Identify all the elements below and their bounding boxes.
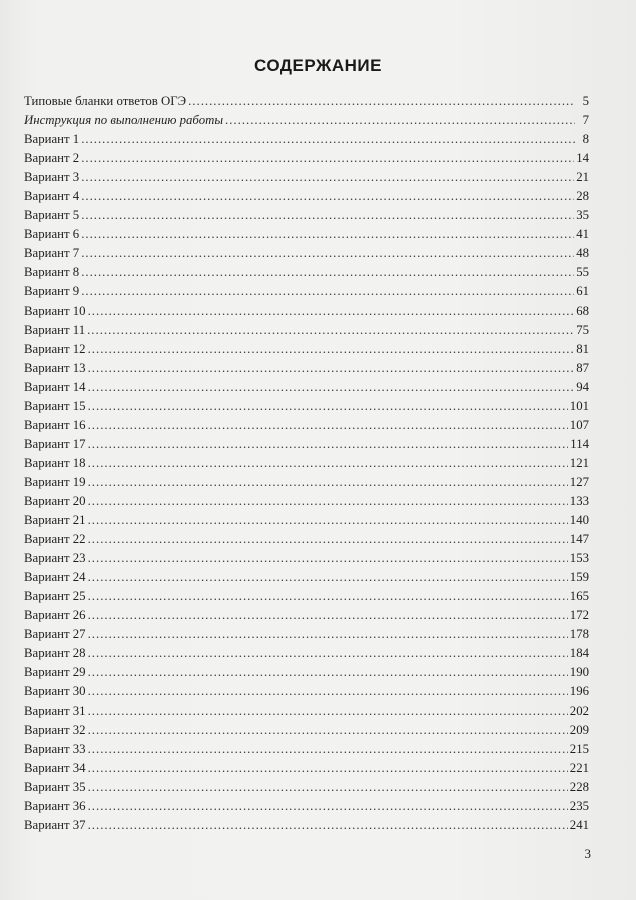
dot-leader xyxy=(88,587,568,606)
toc-entry-label: Вариант 3 xyxy=(24,170,80,185)
toc-entry-page: 101 xyxy=(569,398,589,413)
toc-entry-page: 127 xyxy=(569,474,589,489)
toc-entry-label: Вариант 19 xyxy=(24,474,86,489)
dot-leader xyxy=(88,702,568,721)
toc-entry-page: 184 xyxy=(569,646,589,661)
dot-leader xyxy=(88,778,568,797)
toc-entry-label: Вариант 10 xyxy=(24,303,86,318)
toc-entry-page: 178 xyxy=(569,627,589,642)
toc-entry-page: 140 xyxy=(569,513,589,528)
toc-entry xyxy=(24,587,589,606)
table-of-contents xyxy=(24,92,589,835)
dot-leader xyxy=(81,168,574,187)
dot-leader xyxy=(88,797,568,816)
toc-entry-label: Вариант 14 xyxy=(24,379,86,394)
toc-entry-label: Вариант 12 xyxy=(24,341,86,356)
toc-entry-page: 202 xyxy=(569,703,589,718)
toc-entry-label: Вариант 33 xyxy=(24,741,86,756)
page-number: 3 xyxy=(584,846,591,861)
toc-entry xyxy=(24,435,589,454)
toc-entry xyxy=(24,797,589,816)
toc-entry-label: Вариант 20 xyxy=(24,493,86,508)
toc-entry-label: Вариант 18 xyxy=(24,455,86,470)
toc-entry-page: 8 xyxy=(582,132,589,147)
toc-entry xyxy=(24,92,589,111)
toc-entry-label: Вариант 31 xyxy=(24,703,86,718)
toc-entry xyxy=(24,644,589,663)
toc-entry-page: 196 xyxy=(569,684,589,699)
dot-leader xyxy=(81,206,574,225)
toc-entry-label: Вариант 37 xyxy=(24,817,86,832)
toc-entry xyxy=(24,187,589,206)
toc-entry xyxy=(24,816,589,835)
toc-entry-page: 221 xyxy=(569,760,589,775)
toc-entry-label: Вариант 28 xyxy=(24,646,86,661)
toc-entry-page: 94 xyxy=(576,379,589,394)
toc-entry-page: 35 xyxy=(576,208,589,223)
dot-leader xyxy=(88,492,568,511)
toc-entry xyxy=(24,568,589,587)
toc-entry-label: Вариант 7 xyxy=(24,246,80,261)
toc-entry-label: Вариант 16 xyxy=(24,417,86,432)
dot-leader xyxy=(88,397,568,416)
toc-entry-page: 7 xyxy=(582,113,589,128)
toc-entry-page: 14 xyxy=(576,151,589,166)
toc-entry xyxy=(24,149,589,168)
toc-entry-page: 107 xyxy=(569,417,589,432)
toc-entry-label: Вариант 11 xyxy=(24,322,86,337)
toc-entry-page: 172 xyxy=(569,608,589,623)
toc-entry xyxy=(24,778,589,797)
toc-entry-page: 87 xyxy=(576,360,589,375)
toc-entry-label: Вариант 36 xyxy=(24,798,86,813)
dot-leader xyxy=(88,378,575,397)
toc-entry-label: Вариант 2 xyxy=(24,151,80,166)
toc-entry-page: 235 xyxy=(569,798,589,813)
toc-entry-label: Типовые бланки ответов ОГЭ xyxy=(24,94,187,108)
toc-entry-label: Вариант 24 xyxy=(24,570,86,585)
toc-entry xyxy=(24,759,589,778)
toc-entry-page: 147 xyxy=(569,532,589,547)
toc-entry xyxy=(24,416,589,435)
dot-leader xyxy=(88,549,568,568)
toc-entry xyxy=(24,606,589,625)
dot-leader xyxy=(88,759,568,778)
dot-leader xyxy=(88,530,568,549)
dot-leader xyxy=(81,149,574,168)
toc-entry-page: 55 xyxy=(576,265,589,280)
dot-leader xyxy=(88,625,568,644)
dot-leader xyxy=(88,416,568,435)
dot-leader xyxy=(88,740,568,759)
toc-entry-page: 165 xyxy=(569,589,589,604)
toc-entry-page: 41 xyxy=(576,227,589,242)
toc-entry-label: Вариант 15 xyxy=(24,398,86,413)
toc-entry xyxy=(24,454,589,473)
toc-entry xyxy=(24,244,589,263)
toc-entry xyxy=(24,378,589,397)
dot-leader xyxy=(88,435,569,454)
toc-entry xyxy=(24,473,589,492)
toc-entry-label: Вариант 22 xyxy=(24,532,86,547)
toc-entry-page: 48 xyxy=(576,246,589,261)
dot-leader xyxy=(88,473,568,492)
toc-entry-label: Вариант 5 xyxy=(24,208,80,223)
dot-leader xyxy=(88,340,575,359)
toc-entry-page: 133 xyxy=(569,493,589,508)
toc-entry xyxy=(24,340,589,359)
toc-entry xyxy=(24,492,589,511)
toc-entry xyxy=(24,511,589,530)
toc-entry-label: Вариант 30 xyxy=(24,684,86,699)
toc-entry-label: Вариант 34 xyxy=(24,760,86,775)
toc-entry-label: Вариант 25 xyxy=(24,589,86,604)
toc-entry xyxy=(24,111,589,130)
toc-entry-page: 153 xyxy=(569,551,589,566)
dot-leader xyxy=(81,282,574,301)
toc-entry-page: 228 xyxy=(569,779,589,794)
dot-leader xyxy=(88,682,568,701)
toc-entry-page: 159 xyxy=(569,570,589,585)
dot-leader xyxy=(81,187,574,206)
dot-leader xyxy=(88,302,575,321)
dot-leader xyxy=(81,225,574,244)
toc-entry xyxy=(24,702,589,721)
dot-leader xyxy=(87,321,574,340)
toc-entry-page: 215 xyxy=(569,741,589,756)
toc-entry xyxy=(24,302,589,321)
toc-entry xyxy=(24,740,589,759)
toc-entry-label: Вариант 13 xyxy=(24,360,86,375)
dot-leader xyxy=(88,568,568,587)
toc-entry-page: 61 xyxy=(576,284,589,299)
toc-entry xyxy=(24,168,589,187)
toc-entry xyxy=(24,663,589,682)
toc-entry-label: Вариант 32 xyxy=(24,722,86,737)
toc-entry xyxy=(24,682,589,701)
dot-leader xyxy=(88,454,568,473)
toc-entry-label: Вариант 8 xyxy=(24,265,80,280)
dot-leader xyxy=(88,721,568,740)
toc-entry-page: 81 xyxy=(576,341,589,356)
dot-leader xyxy=(88,663,568,682)
page-title: СОДЕРЖАНИЕ xyxy=(254,56,382,75)
toc-entry-label: Вариант 9 xyxy=(24,284,80,299)
toc-entry-label: Вариант 21 xyxy=(24,513,86,528)
toc-entry-label: Вариант 17 xyxy=(24,436,86,451)
toc-entry xyxy=(24,530,589,549)
toc-entry-label: Вариант 35 xyxy=(24,779,86,794)
toc-entry xyxy=(24,359,589,378)
toc-entry xyxy=(24,282,589,301)
dot-leader xyxy=(88,359,575,378)
toc-entry-label: Инструкция по выполнению работы xyxy=(24,113,223,128)
dot-leader xyxy=(225,111,575,130)
toc-entry-page: 114 xyxy=(570,436,589,451)
toc-entry-page: 68 xyxy=(576,303,589,318)
toc-entry-label: Вариант 26 xyxy=(24,608,86,623)
toc-entry xyxy=(24,721,589,740)
toc-entry xyxy=(24,625,589,644)
dot-leader xyxy=(81,263,574,282)
dot-leader xyxy=(81,130,575,149)
toc-entry-page: 209 xyxy=(569,722,589,737)
toc-entry xyxy=(24,321,589,340)
dot-leader xyxy=(88,816,568,835)
toc-entry xyxy=(24,397,589,416)
dot-leader xyxy=(88,644,568,663)
toc-entry xyxy=(24,263,589,282)
toc-entry-page: 75 xyxy=(576,322,589,337)
dot-leader xyxy=(88,511,568,530)
toc-entry xyxy=(24,549,589,568)
toc-entry xyxy=(24,130,589,149)
toc-entry-page: 121 xyxy=(569,455,589,470)
toc-entry-page: 190 xyxy=(569,665,589,680)
toc-entry-label: Вариант 6 xyxy=(24,227,80,242)
dot-leader xyxy=(81,244,574,263)
dot-leader xyxy=(188,92,575,111)
toc-entry xyxy=(24,206,589,225)
toc-entry-label: Вариант 29 xyxy=(24,665,86,680)
toc-entry-page: 28 xyxy=(576,189,589,204)
toc-entry-page: 21 xyxy=(576,170,589,185)
toc-entry-label: Вариант 27 xyxy=(24,627,86,642)
toc-entry xyxy=(24,225,589,244)
toc-entry-page: 5 xyxy=(582,94,589,108)
toc-entry-label: Вариант 1 xyxy=(24,132,80,147)
toc-entry-label: Вариант 4 xyxy=(24,189,80,204)
toc-entry-label: Вариант 23 xyxy=(24,551,86,566)
toc-entry-page: 241 xyxy=(569,817,589,832)
dot-leader xyxy=(88,606,568,625)
